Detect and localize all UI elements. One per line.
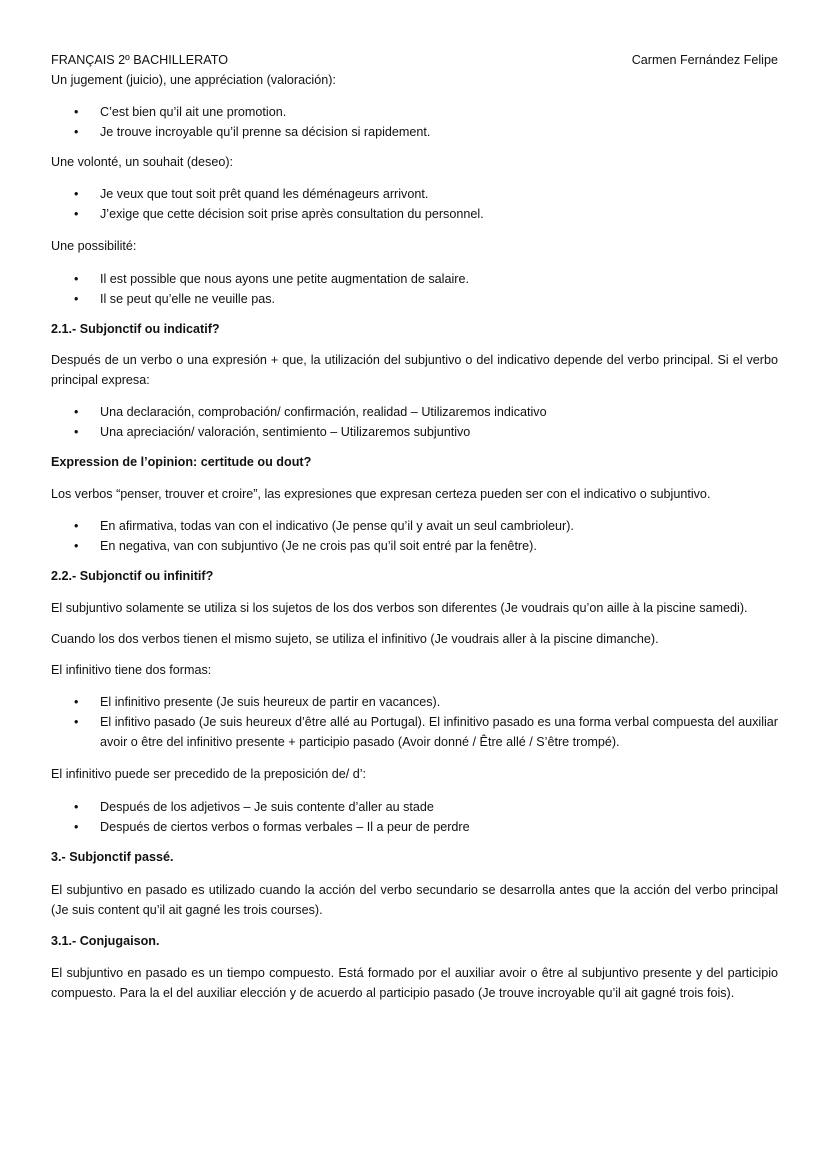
- bullet-icon: •: [74, 820, 79, 834]
- list-item: • J’exige que cette décision soit prise après consultation du personnel.: [51, 204, 778, 224]
- list-item: • El infinitivo presente (Je suis heureux de partir en vacances).: [51, 692, 778, 712]
- bullet-icon: •: [74, 207, 79, 221]
- bullet-icon: •: [74, 125, 79, 139]
- list-item: • Il est possible que nous ayons une petite augmentation de salaire.: [51, 269, 778, 289]
- section-intro: Une possibilité:: [51, 239, 137, 253]
- bullet-icon: •: [74, 715, 79, 729]
- bullet-list: [51, 402, 778, 442]
- bullet-list: [51, 516, 778, 556]
- bullet-list: [51, 797, 778, 837]
- list-item: • Después de ciertos verbos o formas verbales – Il a peur de perdre: [51, 817, 778, 837]
- course-title: FRANÇAIS 2º BACHILLERATO: [51, 53, 228, 67]
- paragraph: El subjuntivo en pasado es utilizado cuando la acción del verbo secundario se desarrolla antes que la acción del verbo principal (Je suis content qu’il ait gagné les trois courses).: [51, 883, 778, 917]
- section-heading: Expression de l’opinion: certitude ou dout?: [51, 455, 312, 469]
- bullet-list: [51, 269, 778, 309]
- paragraph: Después de un verbo o una expresión + que, la utilización del subjuntivo o del indicativo depende del verbo principal. Si el verbo principal expresa:: [51, 353, 778, 387]
- paragraph: El subjuntivo solamente se utiliza si los sujetos de los dos verbos son diferentes (Je voudrais qu’on aille à la piscine samedi).: [51, 601, 748, 615]
- document-body: [51, 70, 778, 1003]
- section-heading: 2.1.- Subjonctif ou indicatif?: [51, 322, 220, 336]
- list-item: • Je trouve incroyable qu’il prenne sa décision si rapidement.: [51, 122, 778, 142]
- list-item: • Il se peut qu’elle ne veuille pas.: [51, 289, 778, 309]
- section-heading: 2.2.- Subjonctif ou infinitif?: [51, 569, 214, 583]
- paragraph: Los verbos “penser, trouver et croire”, las expresiones que expresan certeza pueden ser con el indicativo o subjuntivo.: [51, 487, 711, 501]
- list-item: • El infitivo pasado (Je suis heureux d’être allé au Portugal). El infinitivo pasado es una forma verbal compuesta del auxiliar avoir o être del infinitivo presente + participio pasado (Avoir donné / Être allé / S’être trompé).: [51, 712, 778, 752]
- list-item: • En afirmativa, todas van con el indicativo (Je pense qu’il y avait un seul cambrioleur).: [51, 516, 778, 536]
- bullet-icon: •: [74, 187, 79, 201]
- bullet-icon: •: [74, 800, 79, 814]
- section-heading: 3.- Subjonctif passé.: [51, 850, 174, 864]
- paragraph: El infinitivo puede ser precedido de la preposición de/ d’:: [51, 767, 367, 781]
- bullet-icon: •: [74, 292, 79, 306]
- paragraph: Cuando los dos verbos tienen el mismo sujeto, se utiliza el infinitivo (Je voudrais aller à la piscine dimanche).: [51, 632, 659, 646]
- bullet-list: [51, 184, 778, 224]
- list-item: • Je veux que tout soit prêt quand les déménageurs arrivont.: [51, 184, 778, 204]
- bullet-icon: •: [74, 105, 79, 119]
- bullet-icon: •: [74, 519, 79, 533]
- section-intro: Une volonté, un souhait (deseo):: [51, 155, 234, 169]
- paragraph: El subjuntivo en pasado es un tiempo compuesto. Está formado por el auxiliar avoir o être al subjuntivo presente y del participio compuesto. Para la el del auxiliar elección y de acuerdo al participio pasado (Je trouve incroyable qu’il ait gagné trois fois).: [51, 966, 778, 1000]
- bullet-list: [51, 692, 778, 752]
- author-name: Carmen Fernández Felipe: [631, 53, 778, 67]
- section-intro: Un jugement (juicio), une appréciation (valoración):: [51, 73, 336, 87]
- list-item: • Una apreciación/ valoración, sentimiento – Utilizaremos subjuntivo: [51, 422, 778, 442]
- list-item: • Después de los adjetivos – Je suis contente d’aller au stade: [51, 797, 778, 817]
- bullet-icon: •: [74, 539, 79, 553]
- bullet-icon: •: [74, 405, 79, 419]
- list-item: • Una declaración, comprobación/ confirmación, realidad – Utilizaremos indicativo: [51, 402, 778, 422]
- bullet-icon: •: [74, 272, 79, 286]
- page-header: [51, 50, 778, 70]
- bullet-icon: •: [74, 695, 79, 709]
- list-item: • En negativa, van con subjuntivo (Je ne crois pas qu’il soit entré par la fenêtre).: [51, 536, 778, 556]
- bullet-icon: •: [74, 425, 79, 439]
- bullet-list: [51, 102, 778, 142]
- paragraph: El infinitivo tiene dos formas:: [51, 663, 212, 677]
- section-heading: 3.1.- Conjugaison.: [51, 934, 160, 948]
- list-item: • C’est bien qu’il ait une promotion.: [51, 102, 778, 122]
